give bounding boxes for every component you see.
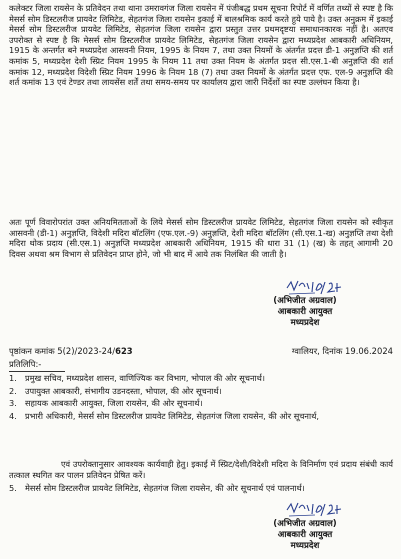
handwritten-signature-2 (285, 500, 345, 520)
signatory-title: आबकारी आयुक्त (277, 530, 333, 540)
signature-block-2 (245, 519, 365, 552)
signatory-state: मध्यप्रदेश (290, 541, 320, 551)
recipient-list (9, 373, 393, 423)
signatory-state: मध्यप्रदेश (290, 318, 320, 328)
endorsement-number: पृष्ठांकन कमांक 5(2)/2023-24/623 (9, 346, 133, 356)
body-paragraph-2: अतः पूर्ण विवारोपरांत उक्त अनियमितताओं के लिये मेसर्स सोम डिस्टलरीज प्रायवेट लिमिटेड, सेहतगंज जिला रायसेन को स्वीकृत आसवनी (डी-1) अनुज्ञप्ति, विदेशी मदिरा बॉटलिंग (एफ.एल.-9) अनुज्ञप्ति, देशी मदिरा बॉटलिंग (सी.एस.1-ख) अनुज्ञप्ति तथा देशी मदिरा थोक प्रदाय (सी.एस.1) अनुज्ञप्ति मध्यप्रदेश आबकारी अधिनियम, 1915 की धारा 31 (1) (ख) के तहत् आगामी 20 दिवस अथवा श्रम विभाग से प्रतिवेदन प्राप्त होने, जो भी बाद में आये तक निलंबित की जाती है। (9, 217, 393, 259)
signatory-name: (अभिजीत अग्रवाल) (273, 519, 337, 529)
place-date: ग्वालियर, दिनांक 19.06.2024 (291, 346, 393, 356)
signatory-name: (अभिजीत अग्रवाल) (273, 296, 337, 306)
heading-underline (9, 371, 65, 372)
list-item: 4. प्रभारी अधिकारी, मेसर्स सोम डिस्टलरीज प्रायवेट लिमिटेड, सेहतगंज जिला रायसेन, की ओर सूचनार्थ, (9, 410, 319, 421)
list-item: 5. मेसर्स सोम डिस्टलरीज प्रायवेट लिमिटेड, सेहतगंज जिला रायसेन, की ओर सूचनार्थ एवं पालनार्थ। (9, 483, 305, 493)
handwritten-signature-1 (285, 278, 345, 298)
endorsement-serial: 623 (115, 346, 133, 356)
signatory-title: आबकारी आयुक्त (277, 307, 333, 317)
list-item: 3. सहायक आबकारी आयुक्त, जिला रायसेन, की ओर सूचनार्थ। (9, 398, 203, 409)
action-note: एवं उपरोक्तानुसार आवश्यक कार्यवाही हेतु। इकाई में स्प्रिट/देशी/विदेशी मदिरा के विनिर्माण एवं प्रदाय संबंधी कार्य तत्काल स्थगित कर पालन प्रतिवेदन प्रेषित करें। (9, 459, 393, 480)
endorsement-line (9, 346, 393, 357)
signature-block-1 (245, 296, 365, 329)
list-item: 2. उपायुक्त आबकारी, संभागीय उडनदस्ता, भोपाल, की ओर सूचनार्थ। (9, 385, 222, 396)
body-paragraph-1: कलेक्टर जिला रायसेन के प्रतिवेदन तथा थाना उमरावगंज जिला रायसेन में पंजीबद्ध प्रथम सूचना रिपोर्ट में वर्णित तथ्यों से स्पष्ट है कि मेसर्स सोम डिस्टलरीज प्रायवेट लिमिटेड, सेहतगंज जिला रायसेन इकाई में बालश्रमिक कार्य करते हुये पाये है। उक्त अनुक्रम में इकाई मेसर्स सोम डिस्टलरीज प्रायवेट लिमिटेड, सेहतगंज जिला रायसेन द्वारा प्रस्तुत उत्तर प्रथमदृष्टया समाधानकारक नहीं है। अतएव उपरोक्त से स्पष्ट है कि मेसर्स सोम डिस्टलरीज प्रायवेट लिमिटेड, सेहतगंज जिला रायसेन द्वारा मध्यप्रदेश आबकारी अधिनियम, 1915 के अन्तर्गत बने मध्यप्रदेश आसवनी नियम, 1995 के नियम 7, तथा उक्त नियमों के अंतर्गत प्रदत्त डी-1 अनुज्ञप्ति की शर्त कमांक 5, मध्यप्रदेश देशी स्प्रिट नियम 1995 के नियम 11 तथा उक्त नियम के अंतर्गत प्रदत्त सी.एस.1-बी अनुज्ञप्ति की शर्त कमांक 12, मध्यप्रदेश विदेशी स्प्रिट नियम 1996 के नियम 18 (7) तथा उक्त नियमों के अंतर्गत प्रदत्त एफ. एल-9 अनुज्ञप्ति की शर्त कमांक 13 एवं टेण्डर तथा लायसेंस शर्तें तथा समय-समय पर कार्यालय द्वारा जारी निर्देशों का स्पष्ट उल्लंघन किया है। (9, 3, 393, 88)
list-item: 1. प्रमुख सचिव, मध्यप्रदेश शासन, वाणिज्यिक कर विभाग, भोपाल की ओर सूचनार्थ। (9, 373, 265, 383)
copy-to-heading: प्रतिलिपि:- (9, 359, 42, 369)
